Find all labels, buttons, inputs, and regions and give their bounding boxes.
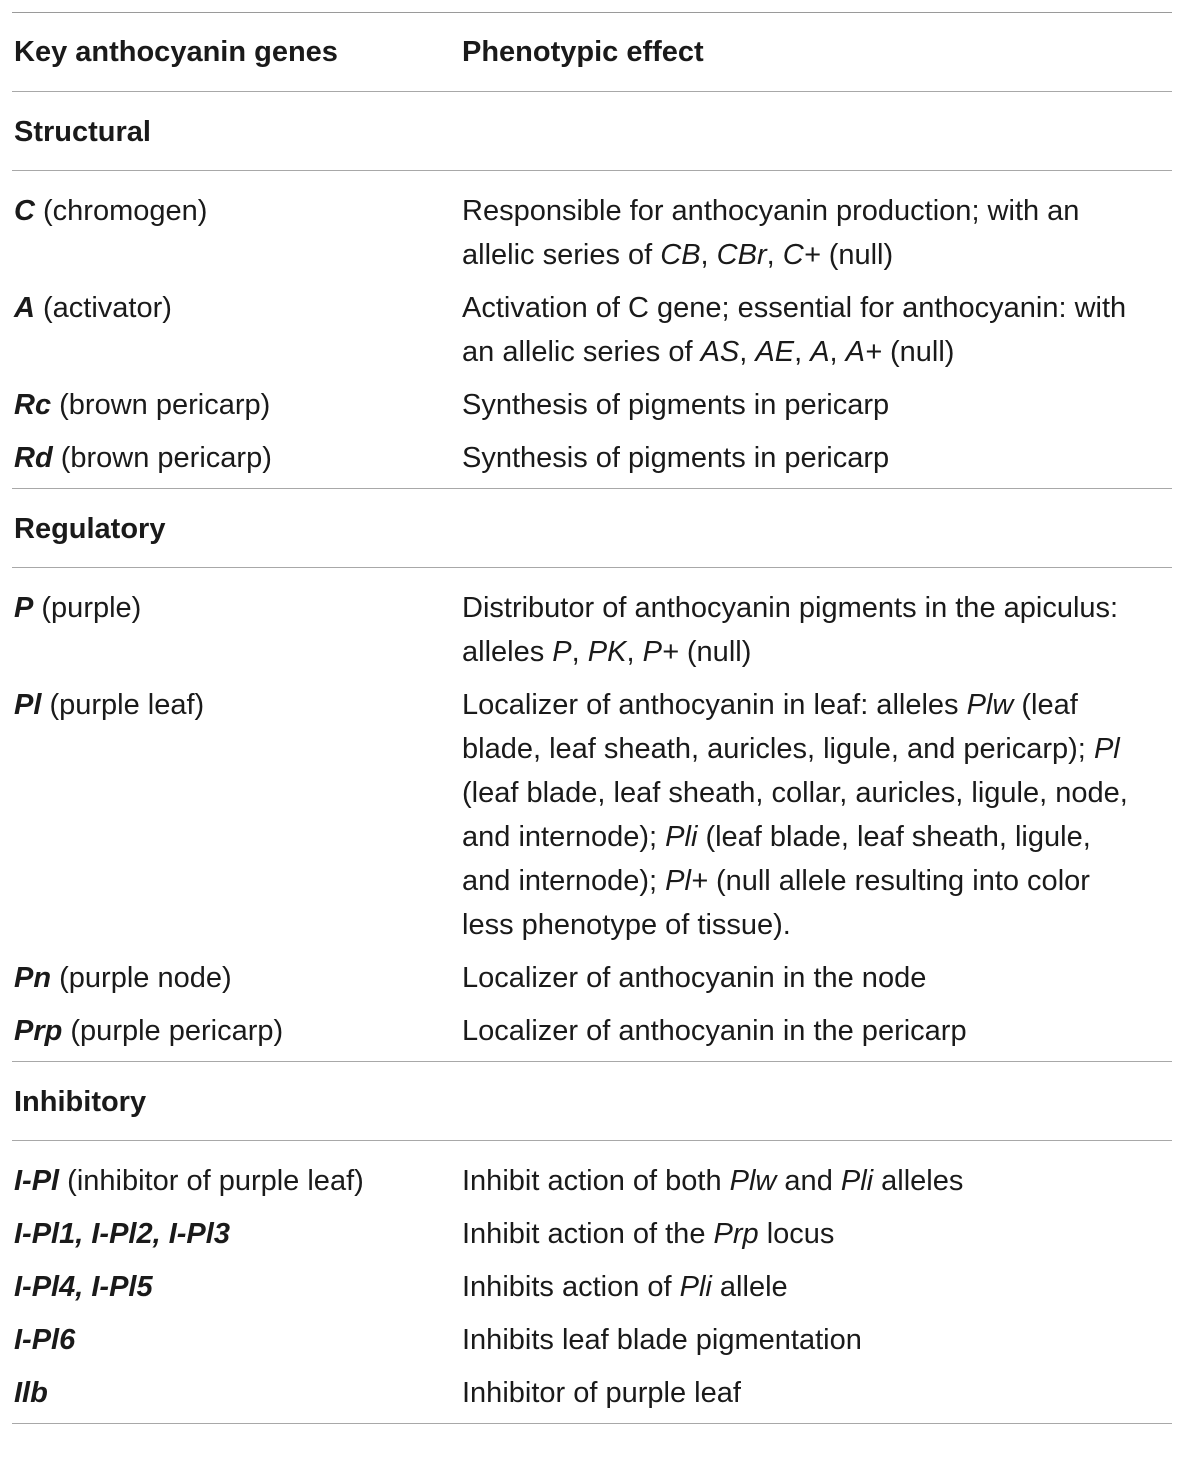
gene-cell xyxy=(12,383,462,427)
effect-text: Synthesis of pigments in pericarp xyxy=(462,389,890,421)
effect-cell xyxy=(462,1318,1192,1362)
table-row xyxy=(12,189,1172,277)
effect-text: , xyxy=(571,636,588,668)
effect-cell xyxy=(462,956,1192,1000)
table-row xyxy=(12,436,1172,480)
effect-text: and internode); xyxy=(462,865,666,897)
effect-text: Pl+ xyxy=(665,865,708,897)
effect-line xyxy=(462,586,1192,630)
effect-text: Inhibits action of xyxy=(462,1271,680,1303)
effect-text: Plw xyxy=(729,1165,777,1197)
gene-symbol: I-Pl xyxy=(14,1165,60,1197)
effect-text: , xyxy=(626,636,643,668)
effect-text: Distributor of anthocyanin pigments in the apiculus: xyxy=(462,592,1119,624)
gene-cell xyxy=(12,1159,462,1203)
effect-text: (null) xyxy=(678,636,752,668)
gene-cell xyxy=(12,1371,462,1415)
effect-cell xyxy=(462,1371,1192,1415)
effect-line xyxy=(462,286,1192,330)
effect-cell xyxy=(462,1159,1192,1203)
effect-line xyxy=(462,859,1192,903)
section-header xyxy=(12,92,1172,170)
header-gene: Key anthocyanin genes xyxy=(14,36,338,68)
effect-text: Plw xyxy=(966,689,1014,721)
effect-text: CBr xyxy=(716,239,767,271)
effect-text: , xyxy=(829,336,846,368)
gene-name: (purple leaf) xyxy=(41,689,205,721)
gene-symbol: Ilb xyxy=(14,1377,48,1409)
gene-symbol: Rd xyxy=(14,442,53,474)
effect-line xyxy=(462,630,1192,674)
effect-text: CB xyxy=(660,239,701,271)
gene-name: (inhibitor of purple leaf) xyxy=(59,1165,364,1197)
effect-cell xyxy=(462,586,1192,674)
effect-text: AE xyxy=(755,336,795,368)
effect-text: , xyxy=(766,239,783,271)
effect-text: P+ xyxy=(642,636,679,668)
section-header xyxy=(12,1062,1172,1140)
table-row xyxy=(12,1371,1172,1415)
effect-cell xyxy=(462,383,1192,427)
effect-text: less phenotype of tissue). xyxy=(462,909,791,941)
gene-name: (chromogen) xyxy=(34,195,208,227)
effect-text: Localizer of anthocyanin in leaf: alleles xyxy=(462,689,967,721)
effect-text: AS xyxy=(700,336,740,368)
gene-name: (brown pericarp) xyxy=(51,389,271,421)
effect-line xyxy=(462,1318,1192,1362)
header-effect: Phenotypic effect xyxy=(462,36,704,68)
table-row xyxy=(12,1265,1172,1309)
effect-line xyxy=(462,383,1192,427)
effect-cell xyxy=(462,1009,1192,1053)
gene-cell xyxy=(12,189,462,277)
effect-text: A xyxy=(810,336,830,368)
gene-symbol: Rc xyxy=(14,389,52,421)
effect-text: Pl xyxy=(1093,733,1120,765)
table-row xyxy=(12,1159,1172,1203)
effect-line xyxy=(462,815,1192,859)
effect-text: P xyxy=(552,636,572,668)
table-row xyxy=(12,1212,1172,1256)
gene-symbol: Pl xyxy=(14,689,42,721)
table-bottom-rule xyxy=(12,1423,1172,1424)
effect-text: (null) xyxy=(881,336,955,368)
gene-cell xyxy=(12,1318,462,1362)
gene-cell xyxy=(12,436,462,480)
gene-cell xyxy=(12,1265,462,1309)
gene-name: (brown pericarp) xyxy=(52,442,272,474)
gene-cell xyxy=(12,286,462,374)
gene-cell xyxy=(12,683,462,947)
effect-text: , xyxy=(739,336,756,368)
effect-text: Inhibit action of the xyxy=(462,1218,714,1250)
effect-cell xyxy=(462,683,1192,947)
effect-text: Synthesis of pigments in pericarp xyxy=(462,442,890,474)
gene-symbol: A xyxy=(14,292,35,324)
section-title: Structural xyxy=(14,116,151,148)
effect-text: PK xyxy=(587,636,627,668)
effect-text: , xyxy=(794,336,811,368)
effect-text: (leaf blade, leaf sheath, ligule, xyxy=(697,821,1091,853)
effect-text: A+ xyxy=(845,336,882,368)
effect-cell xyxy=(462,189,1192,277)
gene-name: (activator) xyxy=(34,292,172,324)
effect-text: and xyxy=(776,1165,841,1197)
gene-symbol: I-Pl6 xyxy=(14,1324,76,1356)
gene-name: (purple pericarp) xyxy=(62,1015,284,1047)
gene-symbol: I-Pl1, I-Pl2, I-Pl3 xyxy=(14,1218,230,1250)
effect-text: and internode); xyxy=(462,821,666,853)
effect-line xyxy=(462,1212,1192,1256)
effect-text: Localizer of anthocyanin in the pericarp xyxy=(462,1015,967,1047)
gene-symbol: I-Pl4, I-Pl5 xyxy=(14,1271,153,1303)
effect-text: (leaf blade, leaf sheath, collar, auricles, ligule, node, xyxy=(462,777,1128,809)
gene-cell xyxy=(12,1009,462,1053)
effect-text: alleles xyxy=(462,636,553,668)
table-row xyxy=(12,586,1172,674)
table-row xyxy=(12,1009,1172,1053)
effect-line xyxy=(462,233,1192,277)
effect-text: an allelic series of xyxy=(462,336,701,368)
effect-text: Inhibitor of purple leaf xyxy=(462,1377,741,1409)
effect-text: Prp xyxy=(713,1218,759,1250)
table-row xyxy=(12,1318,1172,1362)
effect-text: (leaf xyxy=(1013,689,1078,721)
gene-symbol: Pn xyxy=(14,962,52,994)
effect-text: allele xyxy=(711,1271,788,1303)
effect-line xyxy=(462,1371,1192,1415)
anthocyanin-genes-table xyxy=(12,12,1172,1424)
gene-cell xyxy=(12,1212,462,1256)
table-row xyxy=(12,383,1172,427)
effect-line xyxy=(462,1265,1192,1309)
effect-line xyxy=(462,727,1192,771)
table-body xyxy=(12,91,1172,1424)
effect-text: Localizer of anthocyanin in the node xyxy=(462,962,927,994)
effect-text: Pli xyxy=(679,1271,712,1303)
effect-text: C+ xyxy=(782,239,821,271)
gene-symbol: P xyxy=(14,592,34,624)
effect-line xyxy=(462,956,1192,1000)
effect-line xyxy=(462,1159,1192,1203)
gene-symbol: C xyxy=(14,195,35,227)
effect-cell xyxy=(462,1265,1192,1309)
effect-cell xyxy=(462,436,1192,480)
effect-text: blade, leaf sheath, auricles, ligule, and pericarp); xyxy=(462,733,1094,765)
effect-line xyxy=(462,903,1192,947)
effect-text: Inhibit action of both xyxy=(462,1165,730,1197)
table-row xyxy=(12,683,1172,947)
gene-name: (purple node) xyxy=(51,962,232,994)
section-title: Inhibitory xyxy=(14,1086,147,1118)
effect-text: Pli xyxy=(840,1165,874,1197)
effect-text: alleles xyxy=(873,1165,964,1197)
gene-name: (purple) xyxy=(33,592,142,624)
section-rows xyxy=(12,1141,1172,1423)
effect-line xyxy=(462,189,1192,233)
effect-cell xyxy=(462,286,1192,374)
table-header xyxy=(12,13,1172,91)
effect-line xyxy=(462,1009,1192,1053)
effect-line xyxy=(462,771,1192,815)
effect-line xyxy=(462,683,1192,727)
effect-text: Pli xyxy=(665,821,698,853)
gene-symbol: Prp xyxy=(14,1015,63,1047)
effect-line xyxy=(462,330,1192,374)
section-rows xyxy=(12,568,1172,1061)
table-row xyxy=(12,956,1172,1000)
section-rows xyxy=(12,171,1172,488)
effect-text: Activation of C gene; essential for anthocyanin: with xyxy=(462,292,1127,324)
effect-cell xyxy=(462,1212,1192,1256)
effect-text: (null) xyxy=(820,239,894,271)
effect-text: allelic series of xyxy=(462,239,661,271)
section-header xyxy=(12,489,1172,567)
table-row xyxy=(12,286,1172,374)
effect-text: Inhibits leaf blade pigmentation xyxy=(462,1324,862,1356)
effect-text: locus xyxy=(758,1218,835,1250)
gene-cell xyxy=(12,956,462,1000)
effect-text: Responsible for anthocyanin production; with an xyxy=(462,195,1080,227)
effect-text: , xyxy=(700,239,717,271)
effect-line xyxy=(462,436,1192,480)
effect-text: (null allele resulting into color xyxy=(707,865,1090,897)
section-title: Regulatory xyxy=(14,513,166,545)
gene-cell xyxy=(12,586,462,674)
